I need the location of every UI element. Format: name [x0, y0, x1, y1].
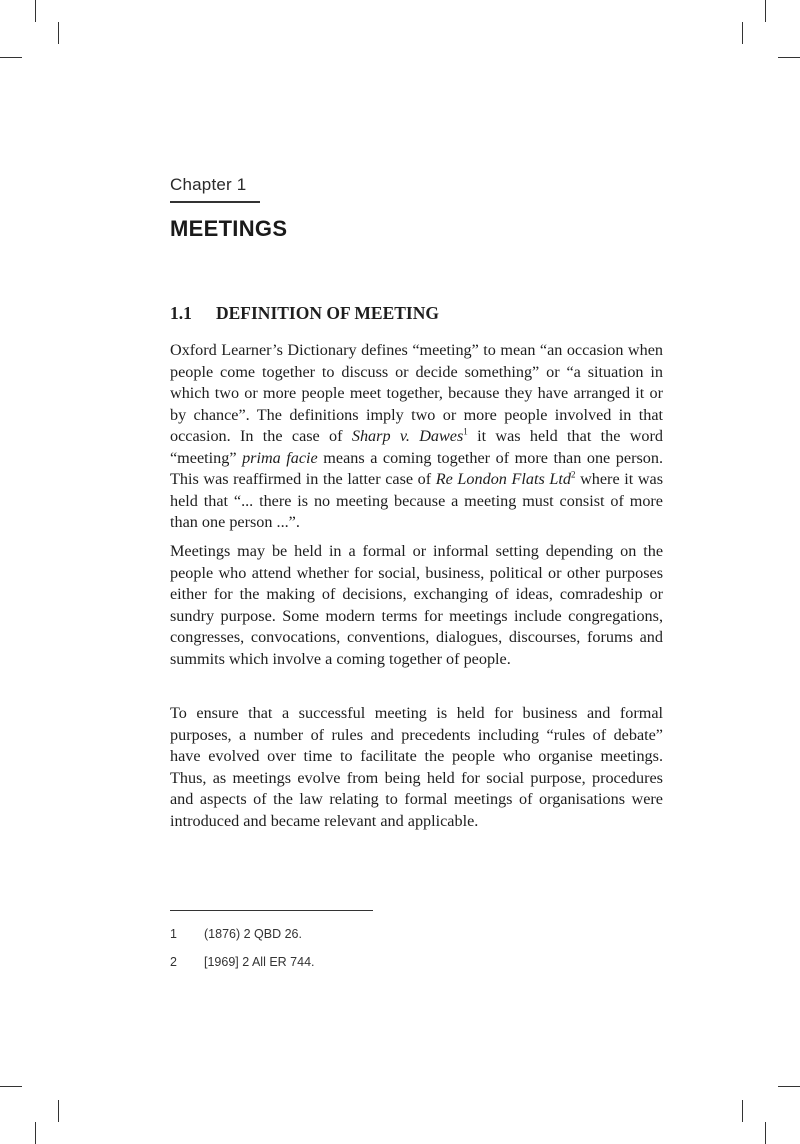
footnote-number: 1 [170, 927, 177, 941]
crop-mark [765, 0, 766, 22]
section-title: DEFINITION OF MEETING [216, 303, 439, 323]
crop-mark [778, 57, 800, 58]
footnote-rule [170, 910, 373, 911]
footnote-text: [1969] 2 All ER 744. [204, 955, 315, 969]
footnote-number: 2 [170, 955, 177, 969]
section-number: 1.1 [170, 303, 192, 323]
crop-mark [742, 22, 743, 44]
footnote-ref-2: 2 [570, 469, 576, 480]
paragraph-1-text-c: means a coming together of more than one person. This was reaffirmed in the latter case of [170, 448, 663, 488]
chapter-rule [170, 201, 260, 203]
crop-mark [35, 0, 36, 22]
crop-mark [742, 1100, 743, 1122]
crop-mark [778, 1086, 800, 1087]
paragraph-1-text-b: it was held that the word “meeting” [170, 427, 664, 467]
crop-mark [0, 1086, 22, 1087]
footnote-text: (1876) 2 QBD 26. [204, 927, 302, 941]
paragraph-1-text-d: where it was held that “... there is no meeting because a meeting must consist of more than one person ...”. [170, 470, 664, 531]
paragraph-1 [170, 340, 663, 534]
crop-mark [0, 57, 22, 58]
crop-mark [765, 1122, 766, 1144]
latin-term: prima facie [242, 448, 318, 467]
crop-mark [35, 1122, 36, 1144]
crop-mark [58, 1100, 59, 1122]
case-citation-sharp-v-dawes: Sharp v. Dawes [351, 427, 464, 445]
section-heading [170, 303, 439, 324]
footnote-1 [170, 927, 302, 941]
paragraph-2: Meetings may be held in a formal or informal setting depending on the people who attend whether for social, business, political or other purposes either for the making of decisions, exchanging of ideas, comradeship or sundry purpose. Some modern terms for meetings include congregations, congresses, convocations, conventions, dialogues, discourses, forums and summits which involve a coming together of people. [170, 542, 663, 668]
footnote-2 [170, 955, 315, 969]
case-citation-re-london-flats: Re London Flats Ltd [435, 470, 571, 488]
crop-mark [58, 22, 59, 44]
paragraph-3: To ensure that a successful meeting is held for business and formal purposes, a number of rules and precedents including “rules of debate” have evolved over time to facilitate the people who organise meetings. Thus, as meetings evolve from being held for social purpose, procedures and aspects of the law relating to formal meetings of organisations were introduced and became relevant and applicable. [170, 704, 663, 830]
paragraph-1-text-a: Oxford Learner’s Dictionary defines “meeting” to mean “an occasion when people come together to discuss or decide something” or “a situation in which two or more people meet together, because they have arranged it or by chance”. The definitions imply two or more people involved in that occasion. In the case of [170, 341, 663, 445]
footnote-ref-1: 1 [463, 426, 468, 437]
chapter-label: Chapter 1 [170, 175, 247, 194]
chapter-title: MEETINGS [170, 216, 288, 241]
